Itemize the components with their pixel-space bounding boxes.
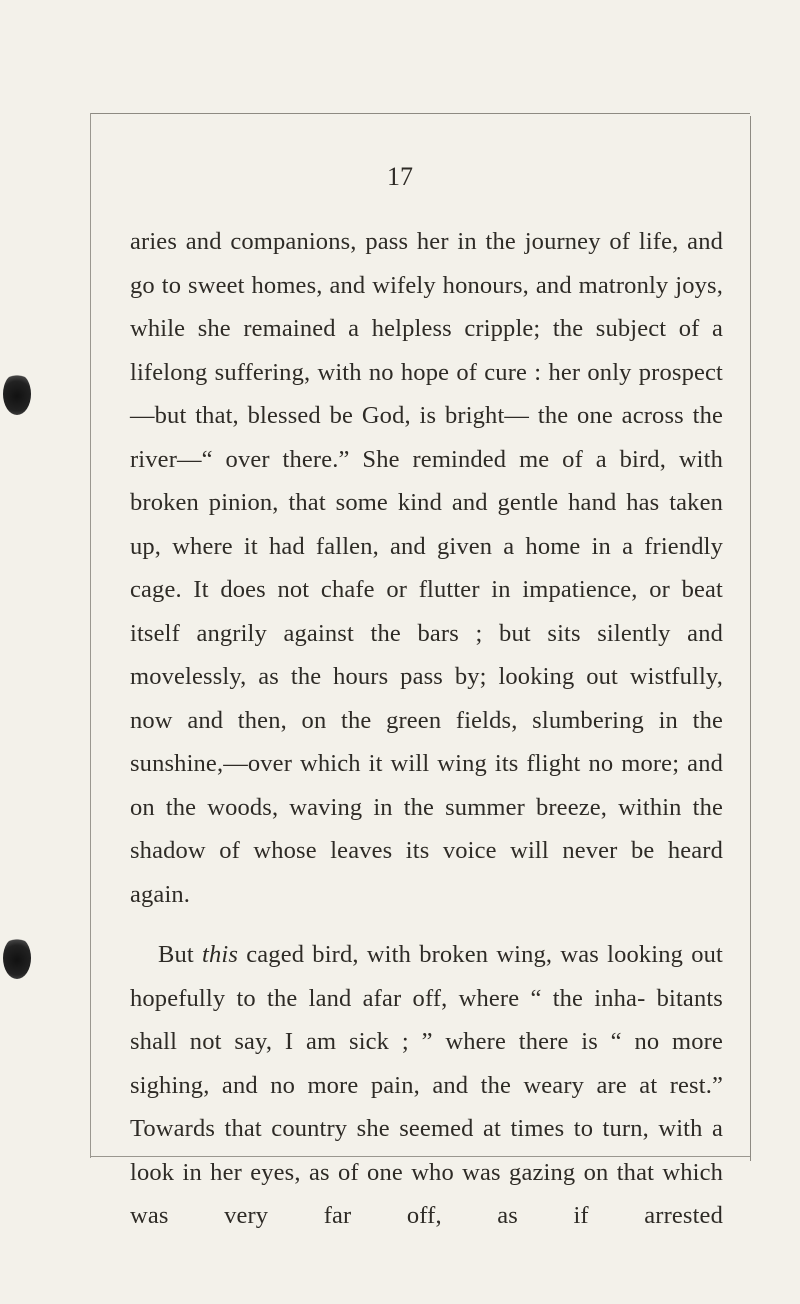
- page-frame-right-rule: [750, 116, 751, 1161]
- page-number: 17: [387, 162, 413, 191]
- page-frame-top-rule: [90, 113, 750, 114]
- paragraph-2-lead: But: [158, 941, 203, 968]
- page-frame-left-rule: [90, 113, 91, 1158]
- paragraph-2-emphasis: this: [202, 941, 239, 968]
- body-text: [130, 220, 723, 1238]
- binding-hole-upper: [3, 373, 31, 415]
- paragraph-1: aries and companions, pass her in the journey of life, and go to sweet homes, and wifely honours, and matronly joys, while she remained a helpless cripple; the subject of a lifelong suffering, with no hope of cure : her only prospect—but that, blessed be God, is bright— the one across the river—“ over there.” She reminded me of a bird, with broken pinion, that some kind and gentle hand has taken up, where it had fallen, and given a home in a friendly cage. It does not chafe or flutter in impatience, or beat itself angrily against the bars ; but sits silently and movelessly, as the hours pass by; looking out wistfully, now and then, on the green fields, slumbering in the sunshine,—over which it will wing its flight no more; and on the woods, waving in the summer breeze, within the shadow of whose leaves its voice will never be heard again.: [130, 228, 723, 908]
- binding-hole-lower: [3, 937, 31, 979]
- paragraph-2: [130, 933, 723, 1238]
- paragraph-2-rest: caged bird, with broken wing, was looking out hopefully to the land afar off, where “ the inha- bitants shall not say, I am sick ; ” where there is “ no more sighing, and no more pain, and the weary are at rest.” Towards that country she seemed at times to turn, with a look in her eyes, as of one who was gazing on that which was very far off, as if arrested: [130, 941, 723, 1229]
